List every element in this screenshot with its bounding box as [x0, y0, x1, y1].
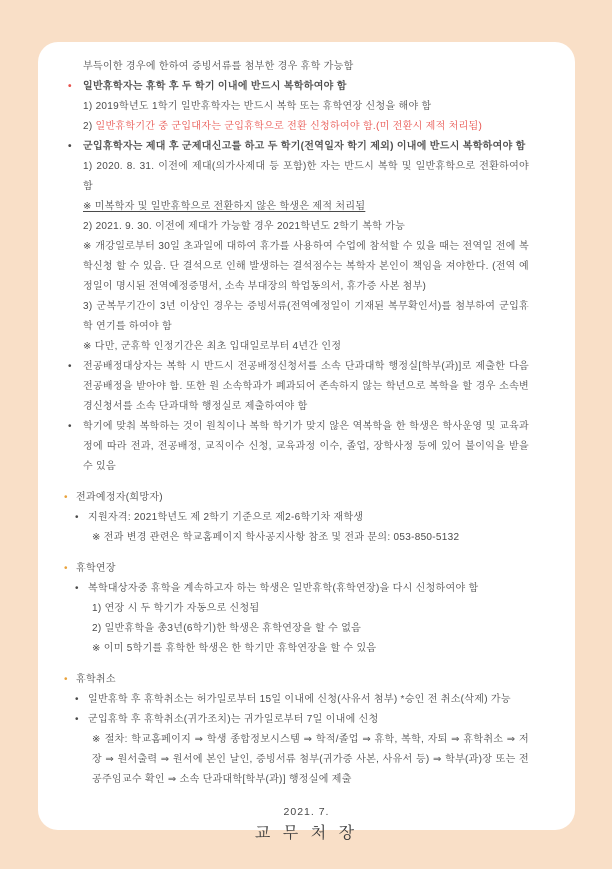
section-item: • 지원자격: 2021학년도 제 2학기 기준으로 제2-6학기차 재학생: [38, 508, 575, 528]
section-item: 2) 일반휴학을 총3년(6학기)한 학생은 휴학연장을 할 수 없음: [92, 623, 362, 634]
section-note: ※ 전과 변경 관련은 학교홈페이지 학사공지사항 참조 및 전과 문의: 053-850-5132: [92, 532, 460, 543]
intro-line: 부득이한 경우에 한하여 증빙서류를 첨부한 경우 휴학 가능함: [83, 61, 354, 72]
rule-military-leave: • 군입휴학자는 제대 후 군제대신고를 하고 두 학기(전역일자 학기 제외) 이내에 반드시 복학하여야 함: [38, 137, 575, 157]
rule-item-warning: [38, 117, 575, 137]
section-item: • 복학대상자중 휴학을 계속하고자 하는 학생은 일반휴학(휴학연장)을 다시 신청하여야 함: [38, 579, 575, 599]
rule-general-leave: • 일반휴학자는 휴학 후 두 학기 이내에 반드시 복학하여야 함: [38, 77, 575, 97]
rule-note-underlined: ※ 미복학자 및 일반휴학으로 전환하지 않은 학생은 제적 처리됨: [83, 201, 366, 212]
section-leave-extension: [38, 559, 575, 659]
section-leave-cancellation: [38, 670, 575, 790]
section-title: • 전과예정자(희망자): [38, 488, 575, 508]
section-note-procedure: ※ 절차: 학교홈페이지 ⇒ 학생 종합정보시스템 ⇒ 학적/졸업 ⇒ 휴학, 복학, 자퇴 ⇒ 휴학취소 ⇒ 저장 ⇒ 원서출력 ⇒ 원서에 본인 날인, 증빙서류 첨부(귀가증 사본, 사유서 등) ⇒ 학부(과)장 또는 전공주임교수 확인 ⇒ 소속 단과대학[학부(과)] 행정실에 제출: [92, 734, 529, 785]
rule-major-assignment: • 전공배정대상자는 복학 시 반드시 전공배정신청서를 소속 단과대학 행정실[학부(과)]로 제출한 다음 전공배정을 받아야 함. 또한 원 소속학과가 폐과되어 존속하지 않는 학년으로 복학을 할 경우 소속변경신청서를 소속 단과대학 행정실로 제출하여야 함: [38, 357, 575, 417]
item-number: 2): [83, 121, 93, 132]
section-note: ※ 이미 5학기를 휴학한 학생은 한 학기만 휴학연장을 할 수 있음: [92, 643, 377, 654]
signature-provost: 교 무 처 장: [254, 825, 359, 842]
rule-note: ※ 다만, 군휴학 인정기간은 최초 입대일로부터 4년간 인정: [83, 341, 342, 352]
notice-document: [38, 42, 575, 842]
warning-text: 일반휴학기간 중 군입대자는 군입휴학으로 전환 신청하여야 함.(미 전환시 제적 처리됨): [95, 121, 483, 132]
section-title: • 휴학취소: [38, 670, 575, 690]
section-item: 1) 연장 시 두 학기가 자동으로 신청됨: [92, 603, 260, 614]
rule-note: ※ 개강일로부터 30일 초과일에 대하여 휴가를 사용하여 수업에 참석할 수 있을 때는 전역일 전에 복학신청 할 수 있음. 단 결석으로 인해 발생하는 결석점수는 복학자 본인이 책임을 져야한다. (전역 예정일이 명시된 전역예정증명서, 소속 부대장의 학업동의서, 휴가증 사본 첨부): [83, 241, 529, 292]
rule-offcycle-return: • 학기에 맞춰 복학하는 것이 원칙이나 복학 학기가 맞지 않은 역복학을 한 학생은 학사운영 및 교육과정에 따라 전과, 전공배정, 교직이수 신청, 교육과정 이수, 졸업, 장학사정 등에 있어 불이익을 받을 수 있음: [38, 417, 575, 477]
section-title: • 휴학연장: [38, 559, 575, 579]
rule-item: 2) 2021. 9. 30. 이전에 제대가 가능할 경우 2021학년도 2학기 복학 가능: [83, 221, 406, 232]
rule-item: 1) 2019학년도 1학기 일반휴학자는 반드시 복학 또는 휴학연장 신청을 해야 함: [83, 101, 432, 112]
section-major-transfer: [38, 488, 575, 548]
notice-date: 2021. 7.: [283, 806, 330, 818]
section-item: • 군입휴학 후 휴학취소(귀가조치)는 귀가일로부터 7일 이내에 신청: [38, 710, 575, 730]
section-item: • 일반휴학 후 휴학취소는 허가일로부터 15일 이내에 신청(사유서 첨부) *승인 전 취소(삭제) 가능: [38, 690, 575, 710]
rule-item: 1) 2020. 8. 31. 이전에 제대(의가사제대 등 포함)한 자는 반드시 복학 및 일반휴학으로 전환하여야 함: [83, 161, 529, 192]
rule-item: 3) 군복무기간이 3년 이상인 경우는 증빙서류(전역예정일이 기재된 복무확인서)를 첨부하여 군입휴학 연기를 하여야 함: [83, 301, 529, 332]
